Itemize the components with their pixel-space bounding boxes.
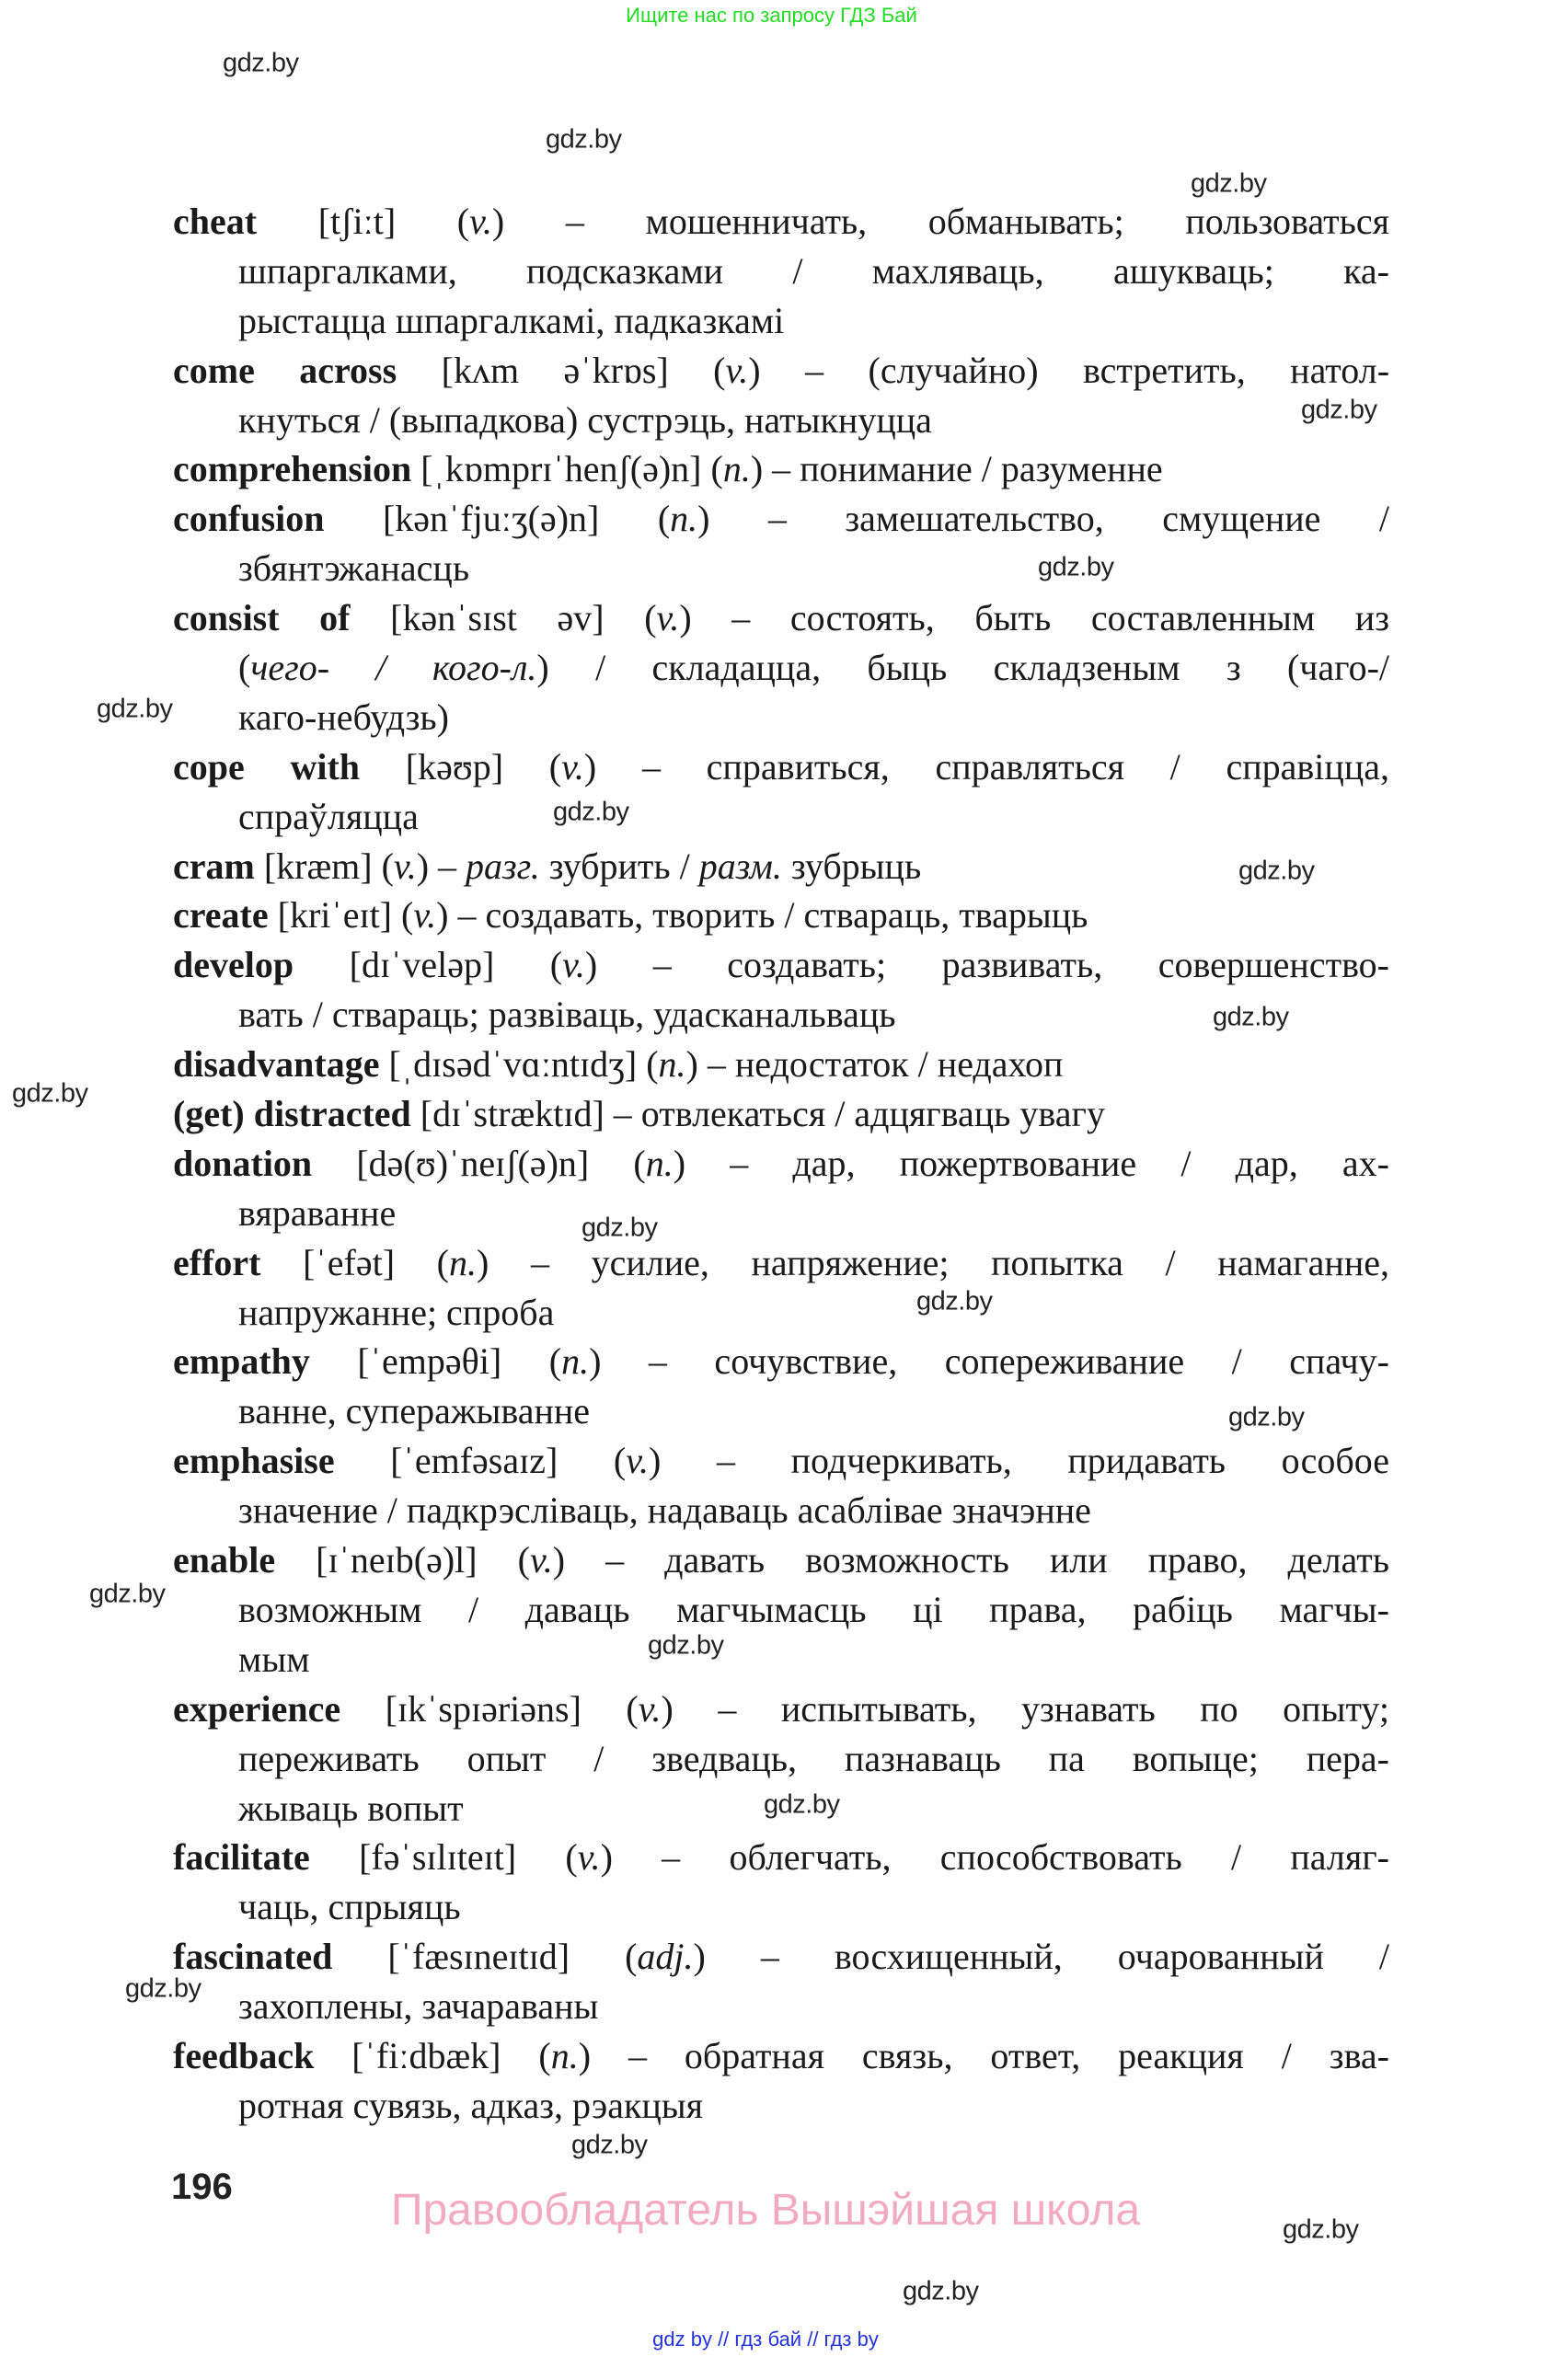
entry-first-line [173,891,1389,940]
dictionary-entry [173,891,1389,940]
dictionary-entry [173,842,1389,891]
italic-label: v. [529,1539,553,1581]
italic-label: v. [577,1836,601,1879]
entry-text: напружанне; спроба [238,1291,555,1333]
headword: emphasise [173,1440,335,1482]
italic-label: n. [722,448,751,490]
headword: feedback [173,2034,315,2076]
entry-first-line [173,1684,1389,1734]
entry-continuation-line [173,1635,1389,1684]
entry-first-line [173,940,1389,990]
gdz-watermark: gdz.by [12,1078,88,1109]
entry-text: зубрить / [539,845,699,887]
gdz-watermark: gdz.by [916,1286,993,1316]
dictionary-entry [173,197,1389,346]
entry-text: [dɪˈstræktɪd] – отвлекаться / адцягваць увагу [410,1093,1105,1135]
italic-label: v. [469,201,492,242]
entry-first-line [173,842,1389,891]
entry-continuation-line [173,296,1389,346]
entry-first-line [173,1436,1389,1486]
italic-label: v. [393,845,417,887]
entry-continuation-line [173,1486,1389,1535]
entry-first-line [173,742,1389,792]
italic-label: n. [670,498,698,540]
gdz-watermark: gdz.by [764,1789,840,1820]
gdz-watermark: gdz.by [97,694,173,724]
entry-text: ) / складацца, быць складзеным з (чаго-/ [536,647,1389,689]
dictionary-entry [173,1139,1389,1238]
entry-text: чаць, спрыяць [238,1886,461,1928]
gdz-watermark: gdz.by [1301,395,1377,425]
dictionary-entry [173,1337,1389,1436]
dictionary-entry [173,1932,1389,2031]
gdz-watermark: gdz.by [1283,2214,1359,2245]
gdz-watermark: gdz.by [125,1973,202,2004]
entry-text: ) – усилие, напряжение; попытка / намаганне, [476,1241,1389,1283]
dictionary-entry [173,1040,1389,1089]
headword: facilitate [173,1836,310,1879]
italic-label: adj. [637,1936,694,1978]
gdz-watermark: gdz.by [903,2276,979,2306]
italic-label: v. [562,944,585,986]
dictionary-entry [173,593,1389,742]
entry-text: рыстацца шпаргалкамі, падказкамі [238,299,785,341]
headword: confusion [173,498,325,540]
gdz-watermark: gdz.by [648,1630,724,1661]
entry-text: шпаргалками, подсказками / махляваць, ашукваць; ка- [238,249,1389,292]
entry-first-line [173,1337,1389,1386]
entry-first-line [173,1238,1389,1288]
entry-first-line [173,1833,1389,1882]
entry-first-line [173,1139,1389,1189]
entry-continuation-line [173,1288,1389,1338]
italic-label: v. [561,745,584,788]
entry-text: ) – (случайно) встретить, натол- [748,349,1389,391]
italic-label: v. [413,894,437,937]
entry-text: ) – восхищенный, очарованный / [693,1936,1389,1978]
entry-text: ) – создавать; развивать, совершенство- [584,944,1389,986]
headword: cram [173,845,255,887]
gdz-watermark: gdz.by [582,1213,658,1243]
search-hint: Ищите нас по запросу ГДЗ Бай [626,4,917,27]
entry-first-line [173,593,1389,643]
italic-label: чего- / кого-л. [250,647,537,689]
gdz-watermark: gdz.by [1191,168,1267,199]
entry-text: ванне, суперажыванне [238,1390,591,1432]
vocabulary-list [173,197,1389,2131]
entry-text: спраўляцца [238,795,419,837]
entry-text: ) – создавать, творить / ствараць, тварыць [436,894,1088,937]
entry-text: каго-небудзь) [238,696,449,738]
entry-text: [kənˈfjuːʒ(ə)n] ( [324,498,671,540]
dictionary-entry [173,1238,1389,1338]
headword: comprehension [173,448,412,490]
rights-holder-watermark: Правообладатель Вышэйшая школа [390,2186,1141,2235]
italic-label: n. [645,1142,674,1184]
entry-text: ) – [416,845,466,887]
entry-text: [ˈefət] ( [260,1241,449,1283]
italic-label: разм. [698,845,782,887]
headword: donation [173,1142,313,1184]
italic-label: v. [656,597,680,639]
dictionary-entry [173,444,1389,494]
gdz-watermark: gdz.by [89,1579,166,1609]
entry-continuation-line [173,792,1389,842]
entry-first-line [173,494,1389,544]
entry-continuation-line [173,247,1389,296]
entry-continuation-line [173,544,1389,593]
entry-text: [dɪˈveləp] ( [294,944,563,986]
headword: enable [173,1539,276,1581]
entry-first-line [173,346,1389,396]
entry-text: ) – справиться, справляться / справіцца, [583,745,1389,788]
entry-text: [kənˈsɪst əv] ( [350,597,657,639]
italic-label: v. [638,1687,662,1730]
entry-text: ) – давать возможность или право, делать [552,1539,1389,1581]
entry-text: возможным / даваць магчымасць ці права, рабіць магчы- [238,1588,1389,1630]
gdz-watermark: gdz.by [1038,552,1114,582]
entry-continuation-line [173,1386,1389,1436]
entry-text: [tʃiːt] ( [257,201,470,242]
gdz-watermark: gdz.by [223,48,299,78]
entry-continuation-line [173,1734,1389,1784]
headword: cope with [173,745,361,788]
entry-text: зубрыць [781,845,922,887]
headword: empathy [173,1340,310,1383]
headword: consist of [173,597,351,639]
dictionary-entry [173,742,1389,842]
entry-text: ) – испытывать, узнавать по опыту; [661,1687,1389,1730]
headword: experience [173,1687,341,1730]
entry-text: [ˈfiːdbæk] ( [314,2034,551,2076]
headword: disadvantage [173,1043,380,1086]
entry-text: ) – состоять, быть составленным из [679,597,1389,639]
entry-text: ) – сочувствие, сопереживание / спачу- [589,1340,1389,1383]
entry-first-line [173,197,1389,247]
entry-text: ) – мошенничать, обманывать; пользоваться [491,201,1389,242]
entry-text: [kræm] ( [254,845,394,887]
gdz-watermark: gdz.by [546,124,622,155]
page-number: 196 [171,2167,233,2207]
entry-first-line [173,1089,1389,1139]
headword: come across [173,349,397,391]
italic-label: n. [550,2034,579,2076]
dictionary-entry [173,494,1389,593]
entry-text: ) – замешательство, смущение / [697,498,1389,540]
dictionary-entry [173,940,1389,1040]
italic-label: n. [448,1241,477,1283]
dictionary-entry [173,1535,1389,1684]
entry-text: ) – недостаток / недахоп [685,1043,1064,1086]
entry-continuation-line [173,693,1389,742]
entry-text: збянтэжанасць [238,547,470,590]
entry-first-line [173,1932,1389,1982]
entry-continuation-line [173,990,1389,1040]
headword: (get) distracted [173,1093,411,1135]
entry-text: ) – обратная связь, ответ, реакция / зва- [578,2034,1389,2076]
entry-text: ) – подчеркивать, придавать особое [649,1440,1389,1482]
entry-first-line [173,2031,1389,2081]
entry-continuation-line [173,1585,1389,1635]
headword: cheat [173,201,258,242]
entry-text: кнуться / (выпадкова) сустрэць, натыкнуцца [238,398,932,441]
italic-label: n. [658,1043,686,1086]
entry-text: [ˌdɪsədˈvɑːntɪdʒ] ( [379,1043,659,1086]
entry-text: [ˈfæsɪneɪtɪd] ( [332,1936,638,1978]
entry-first-line [173,1040,1389,1089]
entry-text: захоплены, зачараваны [238,1985,599,2028]
dictionary-entry [173,1089,1389,1139]
headword: effort [173,1241,261,1283]
entry-continuation-line [173,1882,1389,1932]
entry-continuation-line [173,396,1389,445]
entry-text: [ɪˈneɪb(ə)l] ( [275,1539,530,1581]
entry-text: ) – понимание / разуменне [750,448,1163,490]
entry-text: [ˈempəθi] ( [309,1340,562,1383]
entry-text: [ˈemfəsaɪz] ( [334,1440,627,1482]
entry-text: ( [238,647,251,689]
entry-text: [ɪkˈspɪəriəns] ( [340,1687,639,1730]
entry-text: [kəʊp] ( [360,745,562,788]
italic-label: v. [725,349,749,391]
entry-text: ) – дар, пожертвование / дар, ах- [673,1142,1389,1184]
entry-text: вяраванне [238,1191,397,1234]
entry-first-line [173,444,1389,494]
entry-text: ) – облегчать, способствовать / паляг- [600,1836,1389,1879]
gdz-watermark: gdz.by [571,2130,648,2160]
entry-text: переживать опыт / зведваць, пазнаваць па вопыце; пера- [238,1737,1389,1779]
entry-text: жываць вопыт [238,1787,464,1829]
entry-first-line [173,1535,1389,1585]
headword: fascinated [173,1936,333,1978]
entry-text: вать / ствараць; развіваць, удасканальваць [238,994,896,1036]
entry-text: [kriˈeɪt] ( [268,894,414,937]
italic-label: v. [626,1440,650,1482]
dictionary-entry [173,1436,1389,1535]
entry-continuation-line [173,2081,1389,2131]
entry-text: ротная сувязь, адказ, рэакцыя [238,2084,704,2126]
dictionary-entry [173,1833,1389,1932]
entry-continuation-line [173,1982,1389,2031]
entry-text: [kʌm əˈkrɒs] ( [397,349,726,391]
entry-continuation-line [173,1189,1389,1238]
italic-label: разг. [466,845,540,887]
entry-text: [fəˈsɪlɪteɪt] ( [309,1836,578,1879]
headword: create [173,894,269,937]
gdz-watermark: gdz.by [1238,856,1315,886]
entry-text: значение / падкрэсліваць, надаваць асаблівае значэнне [238,1489,1091,1532]
headword: develop [173,944,294,986]
gdz-watermark: gdz.by [1213,1002,1289,1032]
gdz-watermark: gdz.by [1228,1402,1305,1432]
entry-text: мым [238,1638,310,1680]
dictionary-entry [173,2031,1389,2131]
italic-label: n. [561,1340,590,1383]
entry-text: [də(ʊ)ˈneɪʃ(ə)n] ( [312,1142,646,1184]
entry-continuation-line [173,643,1389,693]
bottom-links[interactable]: gdz by // гдз бай // гдз by [652,2328,879,2351]
gdz-watermark: gdz.by [553,797,629,827]
dictionary-entry [173,346,1389,445]
entry-text: [ˌkɒmprɪˈhenʃ(ə)n] ( [411,448,723,490]
